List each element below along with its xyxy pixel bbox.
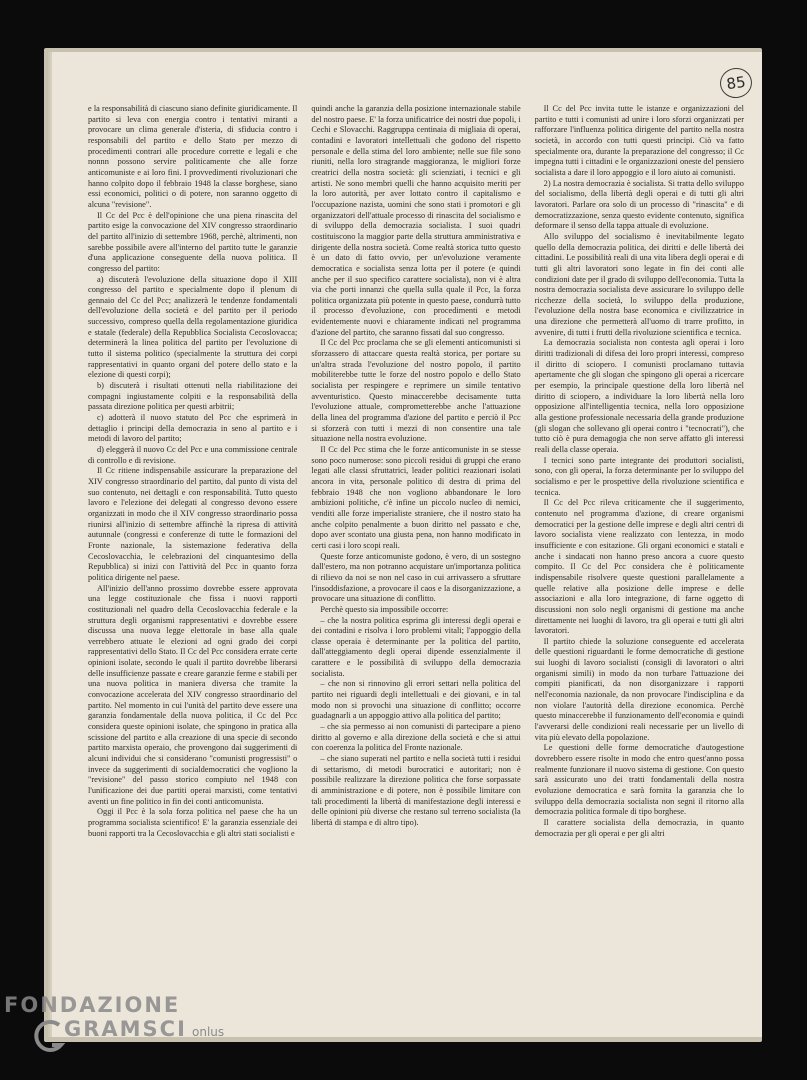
watermark-line-1: FONDAZIONE: [4, 993, 181, 1017]
paragraph: Il Cc del Pcc stima che le forze anticomuniste in se stesse sono poco numerose: sono piccoli residui di gruppi che erano legati alle classi sfruttatrici, leader politici reazionari isolati ancora in vita, personale politico di destra di prima del febbraio 1948 che non vogliono abbandonare le loro ambizioni politiche, c'è infine un piccolo nucleo di nemici, venditi alle forze imperialiste straniere, che il nostro stato ha anche colpito penalmente a buon diritto nel passato e che, dopo aver scontato una giusta pena, non hanno modificato in certi casi i loro scopi reali.: [311, 445, 521, 550]
paragraph: Allo sviluppo del socialismo è inevitabilmente legato quello della democrazia politica, dei diritti e delle libertà dei cittadini. Le possibilità reali di una vita libera degli operai e di tutti gli altri lavoratori sono legate in fin dei conti alle condizioni date per il grado di sviluppo dell'economia. Tutta la nostra democrazia socialista deve assicurare lo sviluppo delle ricchezze della società, lo sviluppo della produzione, l'evoluzione della nostra base economica e civilizzatrice in una direzione che permetterà all'uomo di trarre profitto, in avvenire, di tutti i frutti della rivoluzione scientifica e tecnica.: [534, 231, 744, 337]
handwritten-page-number: 85: [718, 66, 754, 100]
paragraph: La democrazia socialista non contesta agli operai i loro diritti tradizionali di difesa dei loro propri interessi, compreso il diritto di sciopero. I comunisti proclamano tuttavia apertamente che gli slogan che spingono gli operai a ricercare per esempio, la principale questione della loro libertà nel diritto di sciopero, a individuare la loro libertà nella loro opposizione all'intelligentia tecnica, nella loro opposizione alla gestione professionale necessaria della grande produzione (gli slogan che sollevano gli operai contro i "tecnocrati"), che tutto ciò è pura demagogia che non serve affatto gli interessi reali della classe operaia.: [534, 338, 744, 454]
paragraph: I tecnici sono parte integrante dei produttori socialisti, sono, con gli operai, la forza determinante per lo sviluppo del socialismo e per le prospettive della rivoluzione scientifica e tecnica.: [534, 455, 744, 497]
paragraph: e la responsabilità di ciascuno siano definite giuridicamente. Il partito si leva con energia contro i tentativi miranti a provocare un clima generale d'isteria, di sfiducia contro i responsabili del partito e dello Stato per mezzo di procedimenti contrari alle procedure corrette e legali e che nonnn possono servire politicamente che alle forze anticomuniste e ai loro fini. I provvedimenti rivoluzionari che hanno colpito dopo il febbraio 1948 la classe borghese, siano essi economici, politici o di potere, non saranno oggetto di alcuna "revisione".: [88, 104, 298, 209]
watermark-line-2: GRAMSCI: [64, 1017, 187, 1041]
paragraph: – che siano superati nel partito e nella società tutti i residui di settarismo, di metodi burocratici e autoritari; non è possibile realizzare la direzione politica che forse sorpassate di amministrazione e di potere, non è possibile limitare con tali procedimenti la libertà di manifestazione degli interessi e delle opinioni più diverse che restano sul terreno socialista (la libertà di stampa e di altro tipo).: [311, 754, 521, 827]
watermark-onlus: onlus: [192, 1025, 225, 1039]
document-page: [52, 52, 762, 1037]
column-2: [311, 104, 520, 1025]
paragraph: Il carattere socialista della democrazia, in quanto democrazia per gli operai e per gli altri: [534, 817, 744, 838]
paragraph: – che la nostra politica esprima gli interessi degli operai e dei contadini e risolva i loro problemi vitali; l'appoggio della classe operaia è determinante per la politica del partito, dall'atteggiamento degli operai dipende essenzialmente il carattere e le possibilità di sviluppo della democrazia socialista.: [311, 615, 521, 678]
paragraph: b) discuterà i risultati ottenuti nella riabilitazione dei compagni ingiustamente colpiti e la responsabilità della passata direzione politica per questi arbitrii;: [88, 381, 298, 412]
paragraph: quindi anche la garanzia della posizione internazionale stabile del nostro paese. E' la forza unificatrice dei nostri due popoli, i Cechi e Slovacchi. Raggruppa centinaia di migliaia di operai, contadini e lavoratori intellettuali che godono del rispetto personale e della stima del loro ambiente; nelle sue file sono riuniti, nella loro stragrande maggioranza, le migliori forze creatrici della nostra società: gli scienziati, i tecnici e gli artisti. Ne sono membri quelli che hanno acquisito meriti per la loro autorità, per aver lottato contro il capitalismo e l'occupazione nazista, uomini che sono stati i promotori e gli organizzatori dell'attuale processo di rinascita del socialismo e di sviluppo della democrazia socialista. I suoi quadri costituiscono la maggior parte della struttura amministrativa e dirigente della nostra società. Come realtà storica tutto questo è un dato di fatto ovvio, per un'evoluzione veramente democratica e socialista senza lotta per il potere (e quindi anche per il suo specifico carattere socialista), non vi è altra via che porti innanzi che quella sulla quale il Pcc, la forza politica organizzata più potente in questo paese, condurrà tutto il processo d'evoluzione, con procedimenti e metodi evidentemente nuovi e chiaramente indicati nel programma d'azione del partito, che saranno fissati dal suo congresso.: [311, 104, 521, 337]
column-3: [535, 104, 744, 1025]
foundation-watermark: [4, 993, 225, 1041]
paragraph: – che sia permesso ai non comunisti di partecipare a pieno diritto al governo e alla direzione della società e che si attui con coerenza la politica del Fronte nazionale.: [311, 722, 521, 753]
paragraph: Il partito chiede la soluzione conseguente ed accelerata delle questioni riguardanti le forme democratiche di gestione sui luoghi di lavoro socialisti (consigli di lavoratori o altri organismi simili) in modo da non turbare l'attuazione dei compiti pianificati, da non disorganizzare i rapporti nell'economia nazionale, da non provocare l'indisciplina e da non violare l'autorità della direzione economica. Perchè questo minaccerebbe il funzionamento dell'economia e quindi l'avverarsi delle condizioni reali necessarie per un livello di vita più elevato della popolazione.: [534, 636, 744, 742]
text-columns: [88, 104, 744, 1025]
paragraph: Le questioni delle forme democratiche d'autogestione dovrebbero essere risolte in modo che entro quest'anno possa realmente funzionare il nuovo sistema di gestione. Con questo sarà assicurato uno dei tratti fondamentali della nostra evoluzione democratica e sarà fornita la garanzia che lo sviluppo della democrazia socialista non segni il ritorno alla democrazia politica formale di tipo borghese.: [534, 743, 744, 817]
paragraph: d) eleggerà il nuovo Cc del Pcc e una commissione centrale di controllo e di revisione.: [88, 445, 298, 465]
paragraph: a) discuterà l'evoluzione della situazione dopo il XIII congresso del partito e specialmente dopo il plenum di gennaio del Cc del Pcc; analizzerà le tendenze fondamentali dell'evoluzione della società e del partito per il periodo successivo, compreso quella della regolamentazione giuridica e statale (federale) della Repubblica Socialista Cecoslovacca; determinerà la linea politica del partito per l'evoluzione di tutto il sistema politico (specialmente la struttura dei corpi rappresentativi in quanto organi del potere dello stato e la elezione di questi corpi);: [88, 274, 298, 380]
column-1: [88, 104, 297, 1025]
paragraph: Oggi il Pcc è la sola forza politica nel paese che ha un programma socialista scientifico! E' la garanzia essenziale dei buoni rapporti tra la Cecoslovacchia e gli altri stati socialisti e: [88, 807, 298, 838]
paragraph: Il Cc del Pcc rileva criticamente che il suggerimento, contenuto nel programma d'azione, di creare organismi democratici per la gestione delle imprese e degli altri centri di lavoro socialista viene realizzato con lentezza, in modo insufficiente e con esitazione. Gli organi economici e statali e anche i sindacati non hanno preso ancora a cuore questo compito. Il Cc del Pcc considera che è politicamente indispensabile risolvere queste questioni parallelamente a quelle relative alla posizione delle imprese e delle associazioni e alla loro integrazione, di farne oggetto di discussioni non solo negli organismi di gestione ma anche direttamente nei luoghi di lavoro, tra gli operai e tutti gli altri lavoratori.: [534, 498, 744, 636]
paragraph: 2) La nostra democrazia è socialista. Si tratta dello sviluppo del socialismo, della libertà degli operai e di tutti gli altri lavoratori. Parlare ora solo di un processo di "rinascita" e di democratizzazione, senza questo evidente contenuto, significa deformare il senso della tappa attuale di evoluzione.: [534, 178, 744, 231]
paragraph: All'inizio dell'anno prossimo dovrebbe essere approvata una legge costituzionale che fissa i nuovi rapporti costituzionali nel quadro della Cecoslovacchia federale e la struttura degli organismi rappresentativi e dovrebbe essere discussa una nuova legge elettorale in base alla quale verrebbero attuate le elezioni ad ogni grado dei corpi rappresentativi dello Stato. Il Cc del Pcc considera errate certe opinioni isolate, secondo le quali il partito dovrebbe liberarsi delle insufficienze passate e creare garanzie ferme e stabili per una nuova politica in maniera diversa che tramite la convocazione accelerata del XIV congresso straordinario del partito. Nel momento in cui l'unità del partito deve essere una garanzia fondamentale della nuova politica, il Cc del Pcc considera queste opinioni isolate, che spingono in pratica alla scissione del partito e alla creazione di una specie di secondo partito marxista operaio, che provengono dai suggerimenti di alcuni individui che si considerano "comunisti progressisti" o invece da suggerimenti di socialdemocratici che vogliono la "revisione" del passo storico compiuto nel 1948 con l'unificazione dei due partiti operai marxisti, come tentativi aventi un fine politico in fin dei conti anticomunista.: [88, 583, 298, 806]
paragraph: Il Cc del Pcc proclama che se gli elementi anticomunisti si sforzassero di attaccare questa realtà storica, per portare su un'altra strada l'evoluzione del nostro popolo, il partito mobiliterebbe tutte le forze del nostro popolo e dello Stato socialista per respingere e reprimere un simile tentativo avventuristico. Questo minaccerebbe decisamente tutta l'evoluzione attuale, comprometterebbe anche l'attuazione della linea del programma d'azione del partito e perciò il Pcc si sforzerà con tutti i mezzi di non consentire una tale situazione nella nostra evoluzione.: [311, 338, 521, 444]
paragraph: Il Cc del Pcc è dell'opinione che una piena rinascita del partito esige la convocazione del XIV congresso straordinario del partito all'inizio di settembre 1968, perchè, altrimenti, non sarebbe possibile avere all'interno del partito tutte le garanzie d'una applicazione conseguente della nuova politica. Il congresso del partito:: [88, 210, 298, 273]
paragraph: Il Cc ritiene indispensabile assicurare la preparazione del XIV congresso straordinario del partito, dal punto di vista del suo contenuto, nei dettagli e con responsabilità. Tutto questo lavoro e l'elezione dei delegati al congresso devono essere organizzati in modo che il XIV congresso straordinario possa riunirsi all'inizio di settembre affinchè la ripresa di attività autunnale (congressi e conferenze di tutte le formazioni del Fronte nazionale, la sistemazione federativa della Cecoslovacchia, le celebrazioni del cinquantesimo della Repubblica) si inizi con l'attività del Pcc in quanto forza politica dirigente nel paese.: [88, 466, 298, 582]
paragraph: Il Cc del Pcc invita tutte le istanze e organizzazioni del partito e tutti i comunisti ad unire i loro sforzi organizzati per rafforzare l'influenza politica dirigente del partito nella nostra società, in accordo con tutti questi principi. Ciò va fatto specialmente ora, durante la preparazione del congresso; il Cc impegna tutti i cittadini e le organizzazioni oneste del pensiero socialista a dare il loro appoggio e il loro aiuto ai comunisti.: [534, 104, 744, 177]
paragraph: c) adotterà il nuovo statuto del Pcc che esprimerà in dettaglio i principi della democrazia in seno al partito e i metodi di lavoro del partito;: [88, 413, 298, 444]
paragraph: Perchè questo sia impossibile occorre:: [320, 604, 449, 614]
paragraph: Queste forze anticomuniste godono, è vero, di un sostegno dall'estero, ma non potranno acquistare un'importanza politica di rilievo da noi se non nel caso in cui arrivassero a sfruttare l'insoddisfazione, a provocare il caos e la disorganizzazione, a provocare una situazione di conflitto.: [311, 551, 521, 604]
gramsci-logo-icon: [32, 1017, 66, 1057]
paragraph: – che non si rinnovino gli errori settari nella politica del partito nei riguardi degli intellettuali e dei giovani, e in tal modo non si provochi una situazione di conflitto; occorre guadagnarli a un appoggio attivo alla politica del partito;: [311, 679, 521, 721]
